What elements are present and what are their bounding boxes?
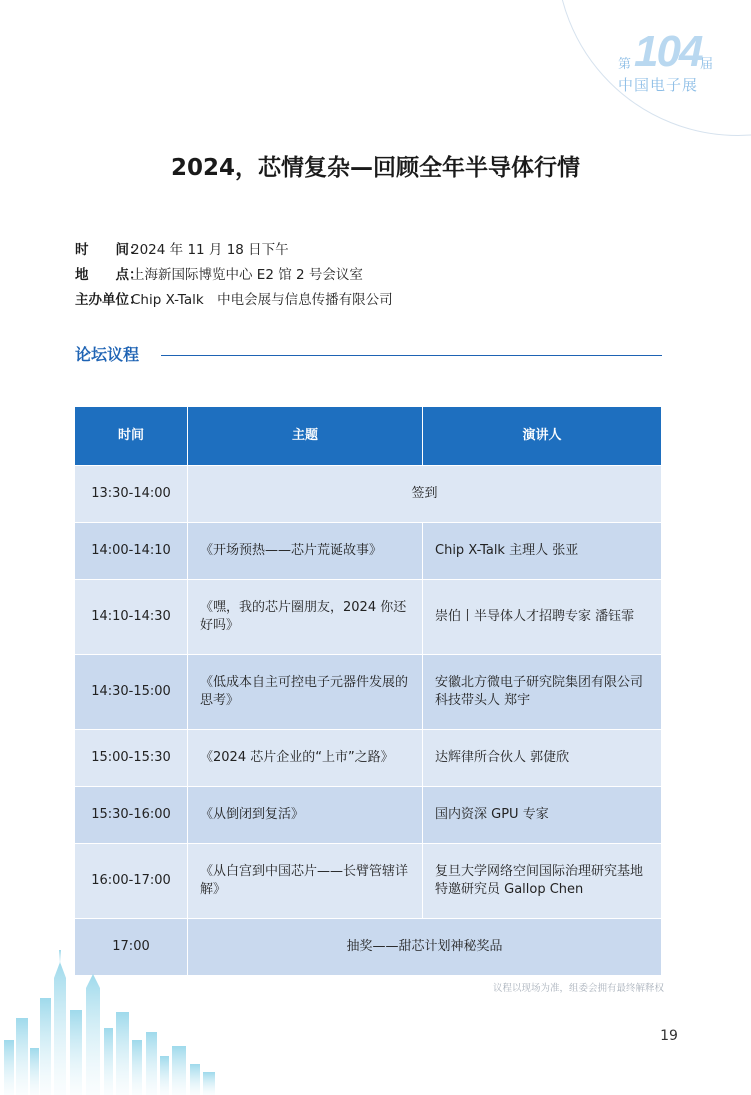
logo-name: 中国电子展 [618,76,699,94]
cell-time: 14:10-14:30 [75,580,188,655]
cell-time: 16:00-17:00 [75,844,188,919]
logo-number: 104 [634,27,702,76]
meta-place-value: 上海新国际博览中心 E2 馆 2 号会议室 [131,267,363,283]
cell-speaker: 达辉律所合伙人 郭倢欣 [423,730,662,787]
section-header [75,343,662,367]
cell-time: 15:30-16:00 [75,787,188,844]
table-row [75,580,662,655]
cell-topic: 《从倒闭到复活》 [188,787,423,844]
table-row [75,730,662,787]
cell-time: 13:30-14:00 [75,466,188,523]
meta-host-value: Chip X-Talk 中电会展与信息传播有限公司 [131,292,393,308]
cell-topic: 《嘿，我的芯片圈朋友，2024 你还好吗》 [188,580,423,655]
table-row [75,466,662,523]
cell-topic: 《开场预热——芯片荒诞故事》 [188,523,423,580]
cell-speaker: 复旦大学网络空间国际治理研究基地特邀研究员 Gallop Chen [423,844,662,919]
cell-speaker: Chip X-Talk 主理人 张亚 [423,523,662,580]
meta-place-row [75,263,393,288]
header-time: 时间 [75,407,188,466]
event-meta [75,238,393,313]
logo-prefix: 第 [618,57,632,72]
meta-place-label: 地 点： [75,267,143,283]
agenda-table [74,406,662,976]
cell-topic: 签到 [188,466,662,523]
header-topic: 主题 [188,407,423,466]
cell-speaker: 国内资深 GPU 专家 [423,787,662,844]
meta-host-label: 主办单位： [75,292,143,308]
cell-time: 17:00 [75,919,188,976]
cell-time: 14:00-14:10 [75,523,188,580]
table-row [75,844,662,919]
cell-topic: 《低成本自主可控电子元器件发展的思考》 [188,655,423,730]
table-row [75,523,662,580]
table-row [75,655,662,730]
cell-topic: 抽奖——甜芯计划神秘奖品 [188,919,662,976]
section-divider [161,355,662,356]
table-row [75,787,662,844]
header-speaker: 演讲人 [423,407,662,466]
meta-time-row [75,238,393,263]
meta-host-row [75,288,393,313]
cell-speaker: 崇伯丨半导体人才招聘专家 潘钰霏 [423,580,662,655]
logo-suffix: 届 [700,57,714,72]
section-title: 论坛议程 [75,345,140,364]
cell-speaker: 安徽北方微电子研究院集团有限公司科技带头人 郑宇 [423,655,662,730]
expo-logo [612,28,744,98]
cell-time: 14:30-15:00 [75,655,188,730]
meta-time-value: 2024 年 11 月 18 日下午 [131,242,289,258]
footnote: 议程以现场为准，组委会拥有最终解释权 [492,983,664,994]
page-number: 19 [660,1028,678,1044]
page-title: 2024，芯情复杂—回顾全年半导体行情 [170,155,580,181]
cell-topic: 《2024 芯片企业的“上市”之路》 [188,730,423,787]
city-skyline-illustration [0,948,220,1095]
table-header-row [75,407,662,466]
cell-topic: 《从白宫到中国芯片——长臂管辖详解》 [188,844,423,919]
meta-time-label: 时 间： [75,242,143,258]
cell-time: 15:00-15:30 [75,730,188,787]
